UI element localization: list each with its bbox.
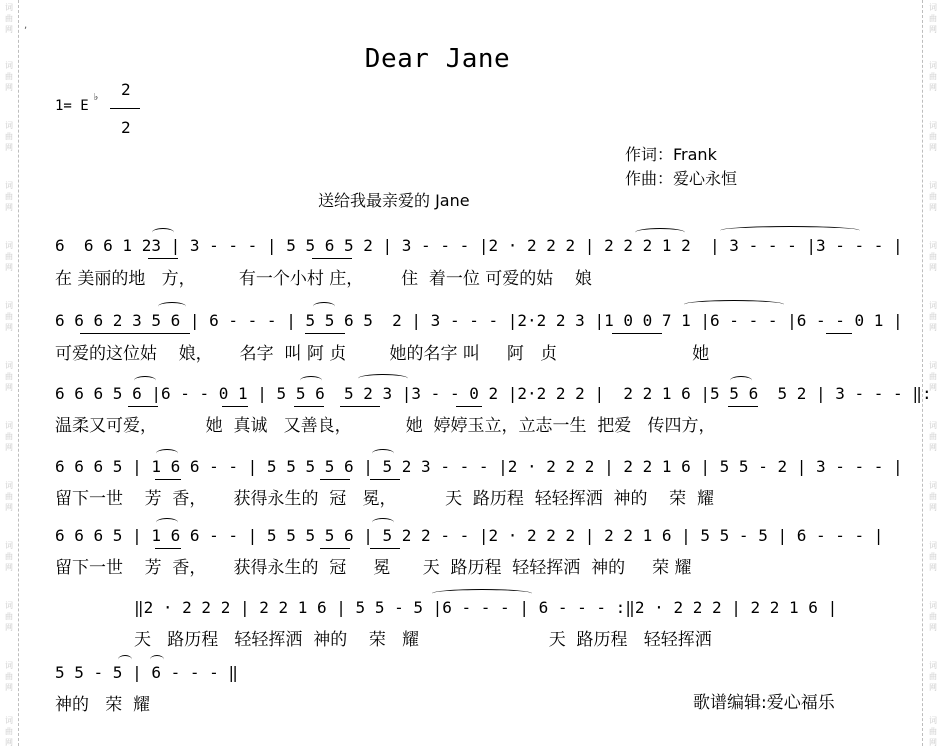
watermark: 词曲网 [929,3,937,34]
rhythm-underline [305,333,345,334]
rhythm-underline [826,333,852,334]
watermark: 词曲网 [5,61,13,92]
left-border [18,0,19,746]
slur-mark [372,449,394,458]
rhythm-underline [728,406,758,407]
slur-mark [635,228,685,237]
notation-line-5: 6 6 6 5 | 1 6 6 - - | 5 5 5 5 6 | 5 2 2 - - |2 · 2 2 2 | 2 2 1 6 | 5 5 - 5 | 6 - - - | [55,526,884,545]
composer-credit [625,166,737,189]
slur-mark [134,376,156,385]
watermark: 词曲网 [5,301,13,332]
slur-mark [300,376,322,385]
lyrics-line-7: 神的 荣 耀 [55,695,151,715]
time-signature-top: 2 [121,80,131,99]
lyricist-credit [625,142,717,165]
watermark: 词曲网 [929,361,937,392]
slur-mark [684,300,784,309]
notation-line-2: 6 6 6 2 3 5 6 | 6 - - - | 5 5 6 5 2 | 3 - - - |2·2 2 3 |1 0 0 7 1 |6 - - - |6 - - 0 1 | [55,311,903,330]
editor-credit: 歌谱编辑:爱心福乐 [693,693,835,713]
rhythm-underline [320,548,350,549]
watermark: 词曲网 [929,661,937,692]
notation-line-1: 6 6 6 1 23 | 3 - - - | 5 5 6 5 2 | 3 - - - |2 · 2 2 2 | 2 2 2 1 2 | 3 - - - |3 - - - | [55,236,903,255]
slur-mark [158,302,186,311]
lyrics-line-3: 温柔又可爱， 她 真诚 又善良， 她 婷婷玉立，立志一生 把爱 传四方， [55,416,716,436]
composer-text: 作曲：爱心永恒 [625,169,738,188]
slur-mark [432,589,532,598]
watermark: 词曲网 [5,601,13,632]
rhythm-underline [312,258,352,259]
slur-mark [156,449,178,458]
rhythm-underline [320,479,350,480]
watermark: 词曲网 [929,541,937,572]
rhythm-underline [456,406,482,407]
rhythm-underline [370,548,400,549]
watermark: 词曲网 [5,716,13,746]
rhythm-underline [148,258,178,259]
lyrics-line-4: 留下一世 芳 香， 获得永生的 冠 冕， 天 路历程 轻轻挥洒 神的 荣 耀 [55,489,714,509]
dedication: 送给我最亲爱的 Jane [318,191,470,210]
slur-mark [358,374,408,383]
watermark: 词曲网 [5,361,13,392]
rhythm-underline [155,548,181,549]
notation-line-7: 5 5 - 5 | 6 - - - ‖ [55,663,239,682]
lyrics-line-5: 留下一世 芳 香， 获得永生的 冠 冕 天 路历程 轻轻挥洒 神的 荣 耀 [55,558,692,578]
watermark: 词曲网 [929,421,937,452]
notation-line-4: 6 6 6 5 | 1 6 6 - - | 5 5 5 5 6 | 5 2 3 - - - |2 · 2 2 2 | 2 2 1 6 | 5 5 - 2 | 3 - - - | [55,457,903,476]
watermark: 词曲网 [5,421,13,452]
slur-mark [150,655,164,664]
slur-mark [720,226,860,235]
watermark: 词曲网 [929,716,937,746]
notation-line-3: 6 6 6 5 6 |6 - - 0 1 | 5 5 6 5 2 3 |3 - - 0 2 |2·2 2 2 | 2 2 1 6 |5 5 6 5 2 | 3 - - - ‖: [55,384,932,403]
watermark: 词曲网 [5,241,13,272]
rhythm-underline [612,333,662,334]
rhythm-underline [294,406,324,407]
right-watermark-column [924,0,942,746]
watermark: 词曲网 [929,481,937,512]
key-signature [55,92,100,114]
notation-line-6: ‖2 · 2 2 2 | 2 2 1 6 | 5 5 - 5 |6 - - - | 6 - - - :‖2 · 2 2 2 | 2 2 1 6 | [134,598,838,617]
watermark: 词曲网 [5,541,13,572]
watermark: 词曲网 [929,241,937,272]
slur-mark [118,655,132,664]
song-title: Dear Jane [364,44,511,74]
lyrics-line-6: 天 路历程 轻轻挥洒 神的 荣 耀 天 路历程 轻轻挥洒 [134,630,712,650]
time-signature-divider [110,108,140,109]
lyrics-line-1: 在 美丽的地 方， 有一个小村 庄， 住 着一位 可爱的姑 娘 [55,269,592,289]
watermark: 词曲网 [5,661,13,692]
key-signature-text: 1= E [55,98,89,114]
watermark: 词曲网 [5,121,13,152]
corner-mark: , [24,20,28,31]
watermark: 词曲网 [929,121,937,152]
slur-mark [730,376,752,385]
slur-mark [372,518,394,527]
left-watermark-column [0,0,18,746]
rhythm-underline [80,333,190,334]
watermark: 词曲网 [929,61,937,92]
slur-mark [152,228,174,237]
rhythm-underline [128,406,158,407]
watermark: 词曲网 [5,3,13,34]
time-signature-bottom: 2 [121,118,131,137]
rhythm-underline [370,479,400,480]
slur-mark [156,518,178,527]
lyrics-line-2: 可爱的这位姑 娘， 名字 叫 阿 贞 她的名字 叫 阿 贞 她 [55,344,710,364]
lyricist-text: 作词：Frank [625,145,717,164]
watermark: 词曲网 [929,301,937,332]
slur-mark [313,302,335,311]
rhythm-underline [222,406,248,407]
watermark: 词曲网 [929,601,937,632]
watermark: 词曲网 [929,181,937,212]
flat-sign: ♭ [93,92,100,103]
watermark: 词曲网 [5,481,13,512]
watermark: 词曲网 [5,181,13,212]
rhythm-underline [155,479,181,480]
right-border [922,0,923,746]
rhythm-underline [340,406,380,407]
